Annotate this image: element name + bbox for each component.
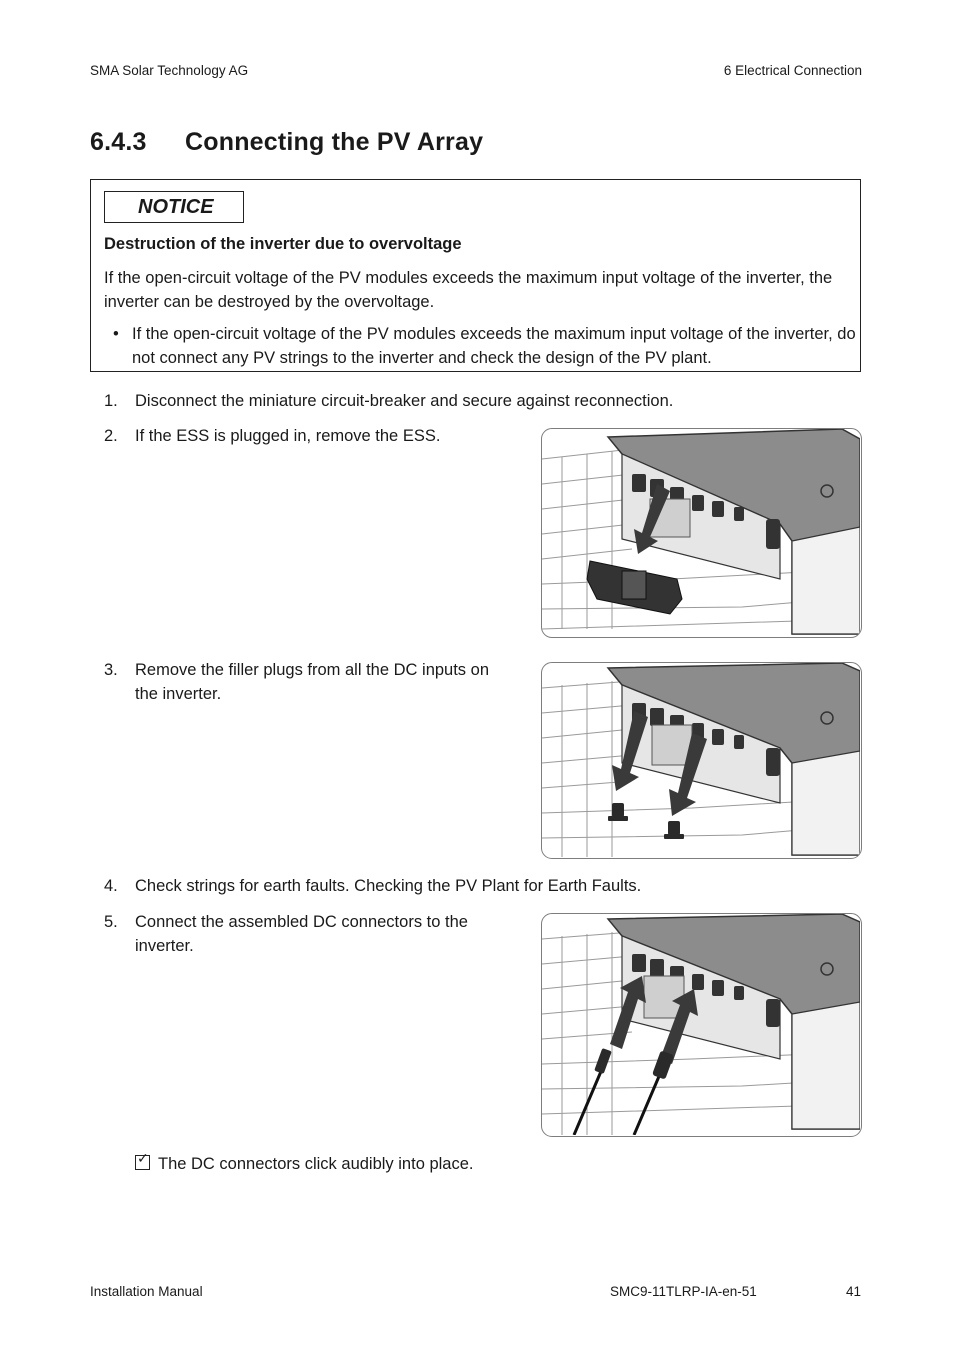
footer-manual: Installation Manual (90, 1284, 203, 1299)
figure-remove-ess (541, 428, 862, 638)
step-3 (104, 658, 514, 706)
notice-box (90, 179, 861, 372)
step-number: 5. (104, 913, 118, 931)
result-text: The DC connectors click audibly into place. (158, 1155, 474, 1173)
step-text: Remove the filler plugs from all the DC inputs on the inverter. (135, 661, 489, 703)
step-2 (104, 424, 514, 448)
step-text: Disconnect the miniature circuit-breaker and secure against reconnection. (135, 392, 674, 410)
section-title (90, 128, 483, 157)
figure-remove-filler-plugs (541, 662, 862, 859)
result-line (135, 1154, 473, 1174)
section-heading: Connecting the PV Array (185, 128, 484, 156)
notice-text: If the open-circuit voltage of the PV modules exceeds the maximum input voltage of the inverter, the inverter can be destroyed by the overvoltage. (104, 269, 833, 311)
footer-page-number: 41 (845, 1284, 861, 1299)
step-1 (104, 389, 864, 413)
footer-doc-code: SMC9-11TLRP-IA-en-51 (610, 1284, 757, 1299)
step-number: 3. (104, 661, 118, 679)
notice-bullet-text: If the open-circuit voltage of the PV modules exceeds the maximum input voltage of the inverter, do not connect any PV strings to the inverter and check the design of the PV plant. (132, 325, 856, 367)
step-4 (104, 874, 864, 898)
step-number: 1. (104, 392, 118, 410)
bullet-marker: • (113, 325, 119, 343)
section-number: 6.4.3 (90, 128, 147, 156)
step-5 (104, 910, 514, 958)
check-box-icon (135, 1155, 150, 1170)
step-text: Connect the assembled DC connectors to the inverter. (135, 913, 468, 955)
step-text: If the ESS is plugged in, remove the ESS. (135, 427, 441, 445)
notice-bullet (113, 322, 867, 370)
notice-heading: Destruction of the inverter due to overvoltage (104, 235, 462, 253)
step-number: 4. (104, 877, 118, 895)
step-number: 2. (104, 427, 118, 445)
header-chapter: 6 Electrical Connection (723, 63, 862, 78)
header-company: SMA Solar Technology AG (90, 63, 249, 78)
step-text: Check strings for earth faults. Checking the PV Plant for Earth Faults. (135, 877, 642, 895)
notice-label: NOTICE (104, 191, 244, 223)
figure-connect-dc-connectors (541, 913, 862, 1137)
